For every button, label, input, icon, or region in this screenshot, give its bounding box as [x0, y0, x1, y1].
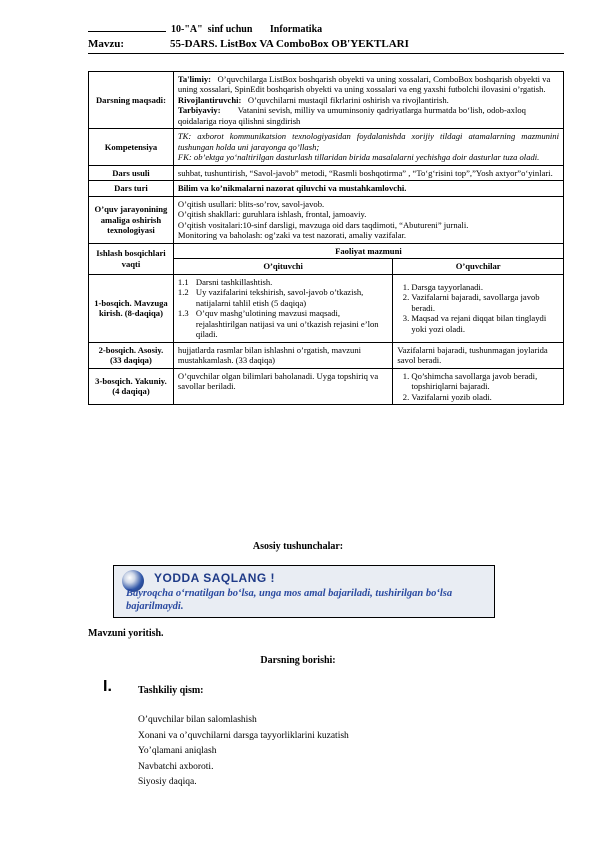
competence-tk: TK: axborot kommunikatsion texnologiyasidan foydalanishda xorijiy tildagi atamalarning mazmunini tushungan holda uni jarayonga qo’llash; — [177, 131, 559, 152]
section-number: I. — [103, 678, 112, 695]
process-line-2: O’qitish shakllari: guruhlara ishlash, frontal, jamoaviy. — [177, 209, 367, 220]
process-row — [89, 196, 564, 243]
stage-1-teacher — [173, 274, 392, 342]
type-value: Bilim va ko’nikmalarni nazorat qiluvchi va mustahkamlovchi. — [173, 181, 563, 196]
topic-label: Mavzu: — [88, 38, 125, 50]
list-item: 1.3 O’quv mashg’ulotining mavzusi maqsadi, rejalashtirilgan natijasi va uni o’tkazish rejasini e’lon qiladi. — [177, 308, 379, 340]
stage-2-row — [89, 342, 564, 368]
type-label: Dars turi — [89, 181, 174, 196]
section-steps — [138, 713, 349, 791]
list-item: 1.1 Darsni tashkillashtish. — [177, 276, 273, 287]
method-row — [89, 165, 564, 180]
method-value: suhbat, tushuntirish, “Savol-javob” metodi, “Rasmli boshqotirma” , “To‘g‘risini top”,”Yosh axtyor”o‘yinlari. — [173, 165, 563, 180]
list-item: 1. Darsga tayyorlanadi. — [411, 282, 559, 292]
concepts-title: Asosiy tushunchalar: — [252, 541, 344, 552]
goals-label: Darsning maqsadi: — [89, 72, 174, 129]
process-cell — [173, 196, 563, 243]
topic-line — [88, 38, 409, 50]
list-item: 1. Qo’shimcha savollarga javob beradi, topshiriqlarni bajaradi. — [411, 371, 559, 392]
header-line — [88, 22, 322, 35]
type-row — [89, 181, 564, 196]
list-item: 2. Vazifalarni bajaradi, savollarga javob beradi. — [411, 292, 559, 313]
stage-3-students — [393, 368, 564, 404]
stage-1-row — [89, 274, 564, 342]
stages-header-row — [89, 243, 564, 258]
goals-row — [89, 72, 564, 129]
class-label: 10-"A" sinf uchun — [171, 24, 253, 35]
process-line-3: O’qitish vositalari:10-sinf darsligi, mavzuga oid dars taqdimoti, “Abutureni” jurnali. — [177, 219, 469, 230]
goals-cell — [173, 72, 563, 129]
process-line-1: O’qitish usullari: blits-so’rov, savol-javob. — [177, 198, 325, 209]
section-title: Tashkiliy qism: — [138, 685, 204, 696]
subject: Informatika — [269, 24, 323, 35]
banner-title: YODDA SAQLANG ! — [154, 571, 276, 585]
list-item: O’quvchilar bilan salomlashish — [138, 715, 257, 725]
header-divider — [88, 53, 564, 54]
rivoj-label: Rivojlantiruvchi: — [177, 94, 242, 105]
content-header: Faoliyat mazmuni — [173, 243, 563, 258]
stage-2-students: Vazifalarni bajaradi, tushunmagan joylarida savol beradi. — [393, 342, 564, 368]
competence-fk: FK: ob’ektga yo‘naltirilgan dasturlash tillaridan birida masalalarni yechishga doir dasturlar tuza oladi. — [177, 152, 540, 163]
list-item: Navbatchi axboroti. — [138, 761, 214, 772]
banner-message: Bayroqcha o‘rnatilgan bo‘lsa, unga mos amal bajariladi, tushirilgan bo‘lsa bajarilmaydi. — [126, 588, 453, 612]
list-item: Yo’qlamani aniqlash — [138, 746, 217, 756]
stage-3-row — [89, 368, 564, 404]
list-item: 1.2 Uy vazifalarini tekshirish, savol-javob o’tkazish, natijalarni tahlil etish (5 daqiqa) — [177, 287, 364, 308]
list-item: Xonani va o’quvchilarni darsga tayyorliklarini kuzatish — [138, 730, 349, 741]
stage-3-teacher: O’quvchilar olgan bilimlari baholanadi. Uyga topshiriq va savollar beriladi. — [173, 368, 392, 404]
list-item: 2. Vazifalarni yozib oladi. — [411, 392, 559, 402]
topic-title: 55-DARS. ListBox VA ComboBox OB'YEKTLARI — [170, 38, 409, 50]
rivoj-text: O’quvchilarni mustaqil fikrlarini oshirish va rivojlantirish. — [247, 94, 449, 105]
competence-label: Kompetensiya — [89, 129, 174, 165]
lesson-plan-table — [88, 71, 564, 405]
stages-label: Ishlash bosqichlari vaqti — [89, 243, 174, 274]
stage-3-label: 3-bosqich. Yakuniy. (4 daqiqa) — [89, 368, 174, 404]
lesson-flow-heading: Darsning borishi: — [260, 655, 336, 666]
stage-2-teacher: hujjatlarda rasmlar bilan ishlashni o’rgatish, mavzuni mustahkamlash. (33 daqiqa) — [173, 342, 392, 368]
process-label: O’quv jarayonining amaliga oshirish texnologiyasi — [89, 196, 174, 243]
stage-2-label: 2-bosqich. Asosiy. (33 daqiqa) — [89, 342, 174, 368]
talimiy-label: Ta'limiy: — [177, 74, 212, 84]
list-item: 3. Maqsad va rejani diqqat bilan tinglaydi yoki yozi oladi. — [411, 313, 559, 334]
process-line-4: Monitoring va baholash: og’zaki va test nazorati, amaliy vazifalar. — [177, 230, 407, 241]
tarbiya-text: Vatanini sevish, milliy va umuminsoniy qadriyatlarga hurmatda bo‘lish, odob-axloq qoidalariga rioya qilishni singdirish — [177, 105, 526, 126]
list-item: Siyosiy daqiqa. — [138, 777, 197, 787]
topic-explanation-heading: Mavzuni yoritish. — [88, 628, 164, 639]
method-label: Dars usuli — [89, 165, 174, 180]
remember-banner — [113, 565, 495, 618]
talimiy-text: O’quvchilarga ListBox boshqarish obyekti va uning xossalari, ComboBox boshqarish obyekti va uning xossalari, SpinEdit boshqarish obyekti va uning xossalari va eng yaxshi futbolchi ilovasini o’rgatish. — [177, 74, 551, 95]
stage-1-students — [393, 274, 564, 342]
competence-cell — [173, 129, 563, 165]
student-header: O’quvchilar — [393, 259, 564, 274]
blank-underline — [88, 22, 166, 32]
stage-1-label: 1-bosqich. Mavzuga kirish. (8-daqiqa) — [89, 274, 174, 342]
tarbiya-label: Tarbiyaviy: — [177, 105, 221, 116]
competence-row — [89, 129, 564, 165]
teacher-header: O’qituvchi — [173, 259, 392, 274]
